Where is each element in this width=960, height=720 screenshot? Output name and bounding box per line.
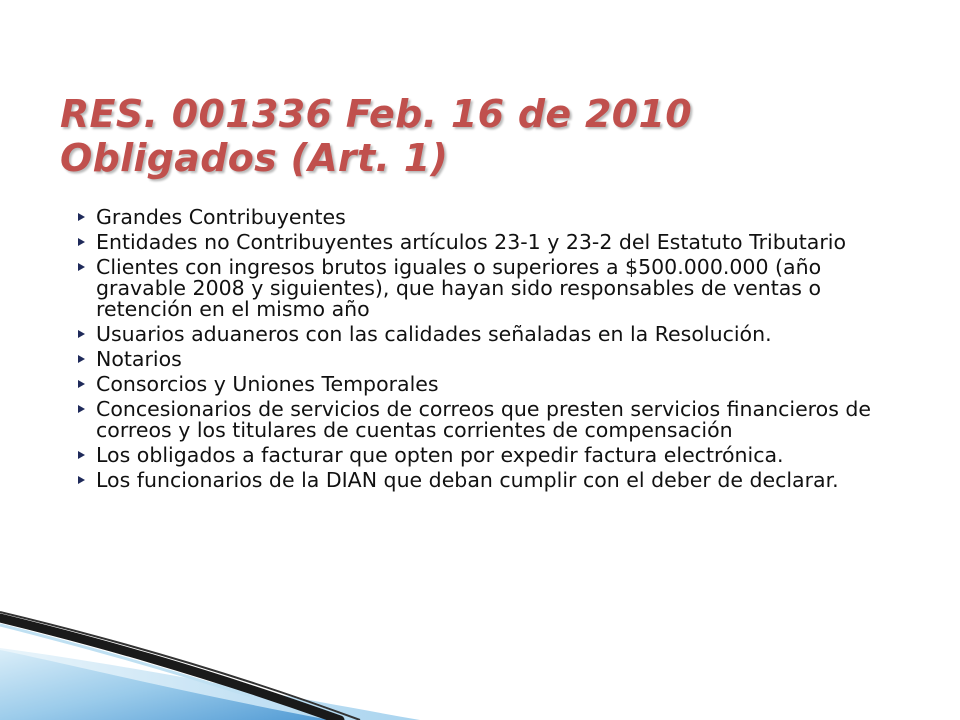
arrow-bullet-icon: [78, 451, 85, 459]
list-item-text: Consorcios y Uniones Temporales: [96, 372, 439, 396]
title-line-1: RES. 001336 Feb. 16 de 2010: [60, 92, 692, 136]
arrow-bullet-icon: [78, 263, 85, 271]
bullet-list: [76, 207, 906, 495]
list-item-text: Usuarios aduaneros con las calidades señaladas en la Resolución.: [96, 322, 772, 346]
list-item-text: Los funcionarios de la DIAN que deban cumplir con el deber de declarar.: [96, 468, 839, 492]
arrow-bullet-icon: [78, 238, 85, 246]
list-item-text: Entidades no Contribuyentes artículos 23-1 y 23-2 del Estatuto Tributario: [96, 230, 846, 254]
list-item-text: Los obligados a facturar que opten por expedir factura electrónica.: [96, 443, 784, 467]
list-item-text: Grandes Contribuyentes: [96, 205, 346, 229]
list-item-text: Notarios: [96, 347, 182, 371]
arrow-bullet-icon: [78, 380, 85, 388]
arrow-bullet-icon: [78, 330, 85, 338]
list-item: [76, 470, 906, 491]
list-item-text: Clientes con ingresos brutos iguales o superiores a $500.000.000 (año gravable 2008 y siguientes), que hayan sido responsables de ventas o retención en el mismo año: [96, 255, 822, 321]
title-line-2: Obligados (Art. 1): [60, 136, 449, 180]
list-item: [76, 232, 906, 253]
list-item: [76, 374, 906, 395]
list-item-text: Concesionarios de servicios de correos que presten servicios financieros de correos y los titulares de cuentas corrientes de compensación: [96, 397, 872, 442]
arrow-bullet-icon: [78, 405, 85, 413]
list-item: [76, 349, 906, 370]
arrow-bullet-icon: [78, 476, 85, 484]
arrow-bullet-icon: [78, 355, 85, 363]
list-item: [76, 257, 906, 320]
slide-title: [60, 92, 920, 180]
list-item: [76, 445, 906, 466]
arrow-bullet-icon: [78, 213, 85, 221]
list-item: [76, 324, 906, 345]
list-item: [76, 207, 906, 228]
list-item: [76, 399, 906, 441]
